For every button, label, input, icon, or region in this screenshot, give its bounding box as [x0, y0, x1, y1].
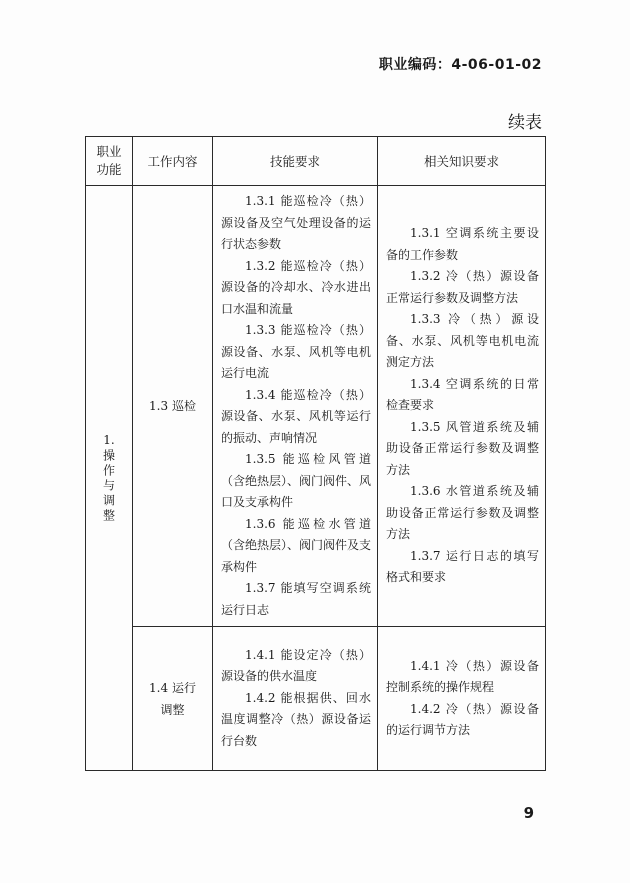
requirement-item: 1.3.7 运行日志的填写格式和要求 — [386, 548, 539, 585]
header-skills: 技能要求 — [213, 137, 378, 186]
requirement-item: 1.3.4 空调系统的日常检查要求 — [386, 376, 539, 413]
continued-label: 续表 — [508, 113, 542, 133]
requirement-item: 1.3.1 空调系统主要设备的工作参数 — [386, 226, 539, 262]
requirement-item: 1.3.6 能巡检水管道（含绝热层）、阀门阀件及支承构件 — [221, 516, 372, 574]
requirement-item: 1.3.5 能巡检风管道（含绝热层）、阀门阀件、风口及支承构件 — [221, 452, 372, 509]
skill-requirements-table — [85, 136, 546, 771]
content-cell: 1.4 运行调整 — [133, 627, 213, 771]
skills-cell — [213, 627, 378, 771]
content-cell: 1.3 巡检 — [133, 186, 213, 627]
requirement-item: 1.3.1 能巡检冷（热）源设备及空气处理设备的运行状态参数 — [221, 194, 371, 251]
function-name: 操作与调整 — [101, 448, 116, 524]
requirement-item: 1.3.6 水管道系统及辅助设备正常运行参数及调整方法 — [386, 484, 539, 542]
skills-cell — [213, 186, 378, 627]
table-header-row — [86, 137, 546, 186]
requirement-item: 1.4.1 能设定冷（热）源设备的供水温度 — [221, 647, 371, 684]
requirement-item: 1.4.2 冷（热）源设备的运行调节方法 — [386, 701, 539, 737]
requirement-item: 1.4.2 能根据供、回水温度调整冷（热）源设备运行台数 — [221, 690, 371, 748]
knowledge-cell — [378, 627, 546, 771]
requirement-item: 1.3.3 冷（热）源设备、水泵、风机等电机电流测定方法 — [386, 312, 539, 370]
knowledge-cell — [378, 186, 546, 627]
requirement-item: 1.3.5 风管道系统及辅助设备正常运行参数及调整方法 — [386, 419, 539, 477]
requirement-item: 1.3.3 能巡检冷（热）源设备、水泵、风机等电机运行电流 — [221, 323, 371, 380]
requirement-item: 1.3.4 能巡检冷（热）源设备、水泵、风机等运行的振动、声响情况 — [221, 387, 371, 445]
table-row — [86, 627, 546, 771]
header-function: 职业功能 — [86, 137, 133, 186]
function-number: 1. — [103, 432, 115, 447]
function-cell — [86, 186, 133, 771]
table-row — [86, 186, 546, 627]
requirement-item: 1.3.2 能巡检冷（热）源设备的冷却水、冷水进出口水温和流量 — [221, 258, 371, 316]
occupation-code: 职业编码：4-06-01-02 — [378, 57, 542, 73]
header-knowledge: 相关知识要求 — [378, 137, 546, 186]
requirement-item: 1.4.1 冷（热）源设备控制系统的操作规程 — [386, 658, 539, 694]
requirement-item: 1.3.7 能填写空调系统运行日志 — [221, 581, 371, 617]
page-number: 9 — [523, 804, 534, 822]
requirement-item: 1.3.2 冷（热）源设备正常运行参数及调整方法 — [386, 269, 539, 305]
header-content: 工作内容 — [133, 137, 213, 186]
